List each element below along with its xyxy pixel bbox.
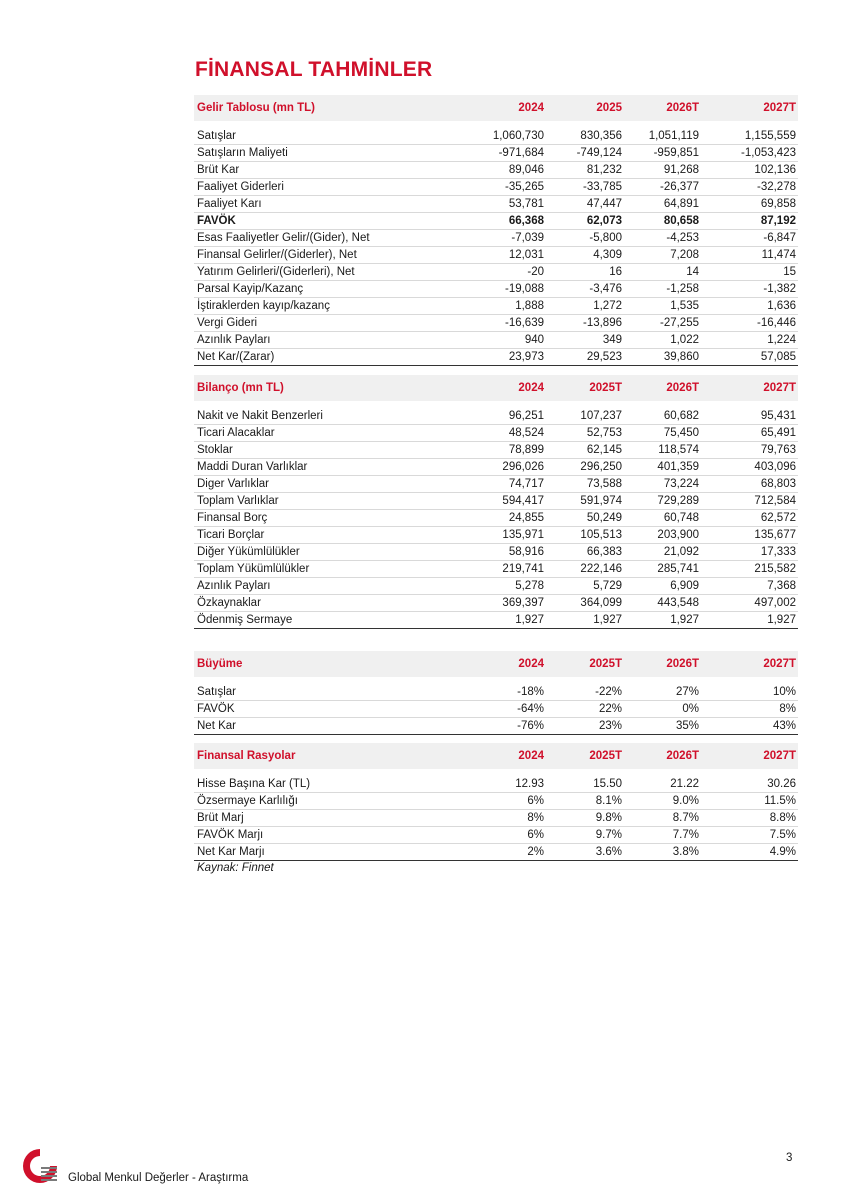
cell-value: 497,002 [701, 595, 798, 612]
row-label: FAVÖK [194, 213, 462, 230]
row-label: Esas Faaliyetler Gelir/(Gider), Net [194, 230, 462, 247]
cell-value: 7,208 [624, 247, 701, 264]
cell-value: -5,800 [546, 230, 624, 247]
column-header: 2026T [624, 743, 701, 769]
cell-value: -971,684 [462, 145, 546, 162]
cell-value: 48,524 [462, 425, 546, 442]
cell-value: 95,431 [701, 408, 798, 425]
row-label: Toplam Varlıklar [194, 493, 462, 510]
table-row [194, 827, 798, 844]
row-label: Toplam Yükümlülükler [194, 561, 462, 578]
cell-value: -32,278 [701, 179, 798, 196]
cell-value: -33,785 [546, 179, 624, 196]
cell-value: 8% [701, 701, 798, 718]
cell-value: 30.26 [701, 776, 798, 793]
growth-table [194, 651, 798, 735]
table-header-row [194, 651, 798, 677]
cell-value: 23% [546, 718, 624, 735]
table-row [194, 332, 798, 349]
cell-value: 296,026 [462, 459, 546, 476]
row-label: Satışlar [194, 128, 462, 145]
cell-value: 8.1% [546, 793, 624, 810]
table-row [194, 810, 798, 827]
cell-value: 11,474 [701, 247, 798, 264]
cell-value: 1,927 [462, 612, 546, 629]
cell-value: 1,051,119 [624, 128, 701, 145]
table-header-row [194, 95, 798, 121]
cell-value: 43% [701, 718, 798, 735]
cell-value: -6,847 [701, 230, 798, 247]
row-label: Net Kar Marjı [194, 844, 462, 861]
cell-value: 1,060,730 [462, 128, 546, 145]
row-label: Diğer Yükümlülükler [194, 544, 462, 561]
cell-value: 87,192 [701, 213, 798, 230]
table-row [194, 230, 798, 247]
cell-value: -22% [546, 684, 624, 701]
cell-value: 69,858 [701, 196, 798, 213]
row-label: Ticari Alacaklar [194, 425, 462, 442]
row-label: FAVÖK [194, 701, 462, 718]
row-label: Özkaynaklar [194, 595, 462, 612]
cell-value: 107,237 [546, 408, 624, 425]
cell-value: 16 [546, 264, 624, 281]
cell-value: 60,748 [624, 510, 701, 527]
table-section-title: Gelir Tablosu (mn TL) [194, 95, 462, 121]
page-title: FİNANSAL TAHMİNLER [195, 58, 433, 81]
cell-value: -1,258 [624, 281, 701, 298]
cell-value: 24,855 [462, 510, 546, 527]
row-label: Brüt Marj [194, 810, 462, 827]
cell-value: 215,582 [701, 561, 798, 578]
cell-value: 22% [546, 701, 624, 718]
table-row [194, 459, 798, 476]
table-row [194, 684, 798, 701]
cell-value: 12.93 [462, 776, 546, 793]
column-header: 2025T [546, 743, 624, 769]
table-row [194, 510, 798, 527]
cell-value: 594,417 [462, 493, 546, 510]
cell-value: -18% [462, 684, 546, 701]
cell-value: -64% [462, 701, 546, 718]
row-label: Satışlar [194, 684, 462, 701]
table-row [194, 247, 798, 264]
cell-value: 62,572 [701, 510, 798, 527]
cell-value: 364,099 [546, 595, 624, 612]
cell-value: 57,085 [701, 349, 798, 366]
cell-value: -1,053,423 [701, 145, 798, 162]
source-note: Kaynak: Finnet [197, 862, 274, 874]
cell-value: 349 [546, 332, 624, 349]
table-row [194, 408, 798, 425]
cell-value: 89,046 [462, 162, 546, 179]
table-row [194, 349, 798, 366]
cell-value: 21.22 [624, 776, 701, 793]
cell-value: 14 [624, 264, 701, 281]
column-header: 2026T [624, 95, 701, 121]
cell-value: -16,446 [701, 315, 798, 332]
cell-value: -20 [462, 264, 546, 281]
table-row [194, 298, 798, 315]
row-label: İştiraklerden kayıp/kazanç [194, 298, 462, 315]
cell-value: 68,803 [701, 476, 798, 493]
row-label: Brüt Kar [194, 162, 462, 179]
row-label: Yatırım Gelirleri/(Giderleri), Net [194, 264, 462, 281]
cell-value: -4,253 [624, 230, 701, 247]
table-row [194, 844, 798, 861]
table-row [194, 196, 798, 213]
cell-value: 403,096 [701, 459, 798, 476]
table-row [194, 425, 798, 442]
cell-value: 830,356 [546, 128, 624, 145]
balance-sheet-table [194, 375, 798, 629]
cell-value: 105,513 [546, 527, 624, 544]
cell-value: 4,309 [546, 247, 624, 264]
row-label: Ticari Borçlar [194, 527, 462, 544]
cell-value: 64,891 [624, 196, 701, 213]
cell-value: -13,896 [546, 315, 624, 332]
cell-value: 80,658 [624, 213, 701, 230]
row-label: Azınlık Payları [194, 332, 462, 349]
row-label: Vergi Gideri [194, 315, 462, 332]
cell-value: 203,900 [624, 527, 701, 544]
column-header: 2024 [462, 743, 546, 769]
column-header: 2024 [462, 375, 546, 401]
cell-value: 9.8% [546, 810, 624, 827]
cell-value: -749,124 [546, 145, 624, 162]
table-header-row [194, 743, 798, 769]
table-section-title: Bilanço (mn TL) [194, 375, 462, 401]
cell-value: 11.5% [701, 793, 798, 810]
table-row [194, 776, 798, 793]
table-row [194, 561, 798, 578]
row-label: Net Kar/(Zarar) [194, 349, 462, 366]
cell-value: -26,377 [624, 179, 701, 196]
cell-value: 1,927 [701, 612, 798, 629]
row-label: Satışların Maliyeti [194, 145, 462, 162]
cell-value: 62,073 [546, 213, 624, 230]
cell-value: 8.8% [701, 810, 798, 827]
table-row [194, 527, 798, 544]
table-row [194, 281, 798, 298]
row-label: Stoklar [194, 442, 462, 459]
cell-value: 1,927 [546, 612, 624, 629]
cell-value: 9.7% [546, 827, 624, 844]
table-row [194, 578, 798, 595]
cell-value: 118,574 [624, 442, 701, 459]
table-row [194, 612, 798, 629]
table-row [194, 718, 798, 735]
cell-value: -959,851 [624, 145, 701, 162]
cell-value: 712,584 [701, 493, 798, 510]
row-label: Faaliyet Giderleri [194, 179, 462, 196]
column-header: 2025T [546, 651, 624, 677]
row-label: Faaliyet Karı [194, 196, 462, 213]
table-row [194, 315, 798, 332]
row-label: Hisse Başına Kar (TL) [194, 776, 462, 793]
column-header: 2027T [701, 375, 798, 401]
cell-value: 29,523 [546, 349, 624, 366]
column-header: 2025 [546, 95, 624, 121]
table-row [194, 162, 798, 179]
cell-value: 222,146 [546, 561, 624, 578]
income-statement-table [194, 95, 798, 366]
cell-value: 15.50 [546, 776, 624, 793]
row-label: FAVÖK Marjı [194, 827, 462, 844]
cell-value: 1,272 [546, 298, 624, 315]
row-label: Finansal Gelirler/(Giderler), Net [194, 247, 462, 264]
cell-value: 6% [462, 827, 546, 844]
cell-value: 401,359 [624, 459, 701, 476]
cell-value: 27% [624, 684, 701, 701]
cell-value: 53,781 [462, 196, 546, 213]
cell-value: 6,909 [624, 578, 701, 595]
cell-value: 52,753 [546, 425, 624, 442]
cell-value: -1,382 [701, 281, 798, 298]
page-number: 3 [786, 1152, 793, 1164]
column-header: 2027T [701, 743, 798, 769]
table-row [194, 179, 798, 196]
cell-value: 23,973 [462, 349, 546, 366]
row-label: Parsal Kayip/Kazanç [194, 281, 462, 298]
cell-value: 39,860 [624, 349, 701, 366]
cell-value: 21,092 [624, 544, 701, 561]
cell-value: 10% [701, 684, 798, 701]
table-row [194, 544, 798, 561]
cell-value: 1,636 [701, 298, 798, 315]
cell-value: 73,224 [624, 476, 701, 493]
cell-value: 35% [624, 718, 701, 735]
cell-value: 81,232 [546, 162, 624, 179]
column-header: 2025T [546, 375, 624, 401]
cell-value: 66,368 [462, 213, 546, 230]
cell-value: 940 [462, 332, 546, 349]
column-header: 2024 [462, 651, 546, 677]
table-row [194, 213, 798, 230]
cell-value: 1,888 [462, 298, 546, 315]
row-label: Nakit ve Nakit Benzerleri [194, 408, 462, 425]
cell-value: -35,265 [462, 179, 546, 196]
cell-value: 79,763 [701, 442, 798, 459]
table-row [194, 595, 798, 612]
cell-value: -3,476 [546, 281, 624, 298]
cell-value: 219,741 [462, 561, 546, 578]
cell-value: 6% [462, 793, 546, 810]
cell-value: 75,450 [624, 425, 701, 442]
row-label: Diger Varlıklar [194, 476, 462, 493]
cell-value: 369,397 [462, 595, 546, 612]
cell-value: 102,136 [701, 162, 798, 179]
cell-value: 65,491 [701, 425, 798, 442]
cell-value: 17,333 [701, 544, 798, 561]
row-label: Net Kar [194, 718, 462, 735]
cell-value: 12,031 [462, 247, 546, 264]
cell-value: 2% [462, 844, 546, 861]
table-row [194, 145, 798, 162]
cell-value: 47,447 [546, 196, 624, 213]
cell-value: 73,588 [546, 476, 624, 493]
cell-value: 91,268 [624, 162, 701, 179]
row-label: Ödenmiş Sermaye [194, 612, 462, 629]
cell-value: 7.5% [701, 827, 798, 844]
cell-value: 296,250 [546, 459, 624, 476]
row-label: Azınlık Payları [194, 578, 462, 595]
column-header: 2026T [624, 375, 701, 401]
cell-value: -7,039 [462, 230, 546, 247]
cell-value: 8% [462, 810, 546, 827]
financial-ratios-table [194, 743, 798, 861]
cell-value: 1,022 [624, 332, 701, 349]
column-header: 2027T [701, 95, 798, 121]
cell-value: -76% [462, 718, 546, 735]
table-section-title: Büyüme [194, 651, 462, 677]
cell-value: -27,255 [624, 315, 701, 332]
cell-value: 15 [701, 264, 798, 281]
cell-value: 9.0% [624, 793, 701, 810]
cell-value: 729,289 [624, 493, 701, 510]
cell-value: -16,639 [462, 315, 546, 332]
table-row [194, 493, 798, 510]
row-label: Özsermaye Karlılığı [194, 793, 462, 810]
column-header: 2026T [624, 651, 701, 677]
table-header-row [194, 375, 798, 401]
cell-value: 3.6% [546, 844, 624, 861]
cell-value: 3.8% [624, 844, 701, 861]
cell-value: 591,974 [546, 493, 624, 510]
cell-value: 60,682 [624, 408, 701, 425]
cell-value: 0% [624, 701, 701, 718]
table-row [194, 793, 798, 810]
cell-value: 66,383 [546, 544, 624, 561]
cell-value: 1,155,559 [701, 128, 798, 145]
table-row [194, 442, 798, 459]
cell-value: 5,278 [462, 578, 546, 595]
column-header: 2024 [462, 95, 546, 121]
cell-value: 135,971 [462, 527, 546, 544]
cell-value: 135,677 [701, 527, 798, 544]
cell-value: -19,088 [462, 281, 546, 298]
global-menkul-logo-icon [20, 1146, 60, 1186]
cell-value: 1,224 [701, 332, 798, 349]
table-section-title: Finansal Rasyolar [194, 743, 462, 769]
cell-value: 8.7% [624, 810, 701, 827]
cell-value: 1,535 [624, 298, 701, 315]
cell-value: 443,548 [624, 595, 701, 612]
cell-value: 96,251 [462, 408, 546, 425]
table-row [194, 701, 798, 718]
cell-value: 62,145 [546, 442, 624, 459]
row-label: Maddi Duran Varlıklar [194, 459, 462, 476]
cell-value: 5,729 [546, 578, 624, 595]
table-row [194, 264, 798, 281]
cell-value: 50,249 [546, 510, 624, 527]
cell-value: 78,899 [462, 442, 546, 459]
cell-value: 1,927 [624, 612, 701, 629]
cell-value: 4.9% [701, 844, 798, 861]
cell-value: 285,741 [624, 561, 701, 578]
row-label: Finansal Borç [194, 510, 462, 527]
footer-company-text: Global Menkul Değerler - Araştırma [68, 1172, 249, 1184]
table-row [194, 476, 798, 493]
column-header: 2027T [701, 651, 798, 677]
cell-value: 58,916 [462, 544, 546, 561]
cell-value: 7,368 [701, 578, 798, 595]
cell-value: 74,717 [462, 476, 546, 493]
cell-value: 7.7% [624, 827, 701, 844]
table-row [194, 128, 798, 145]
